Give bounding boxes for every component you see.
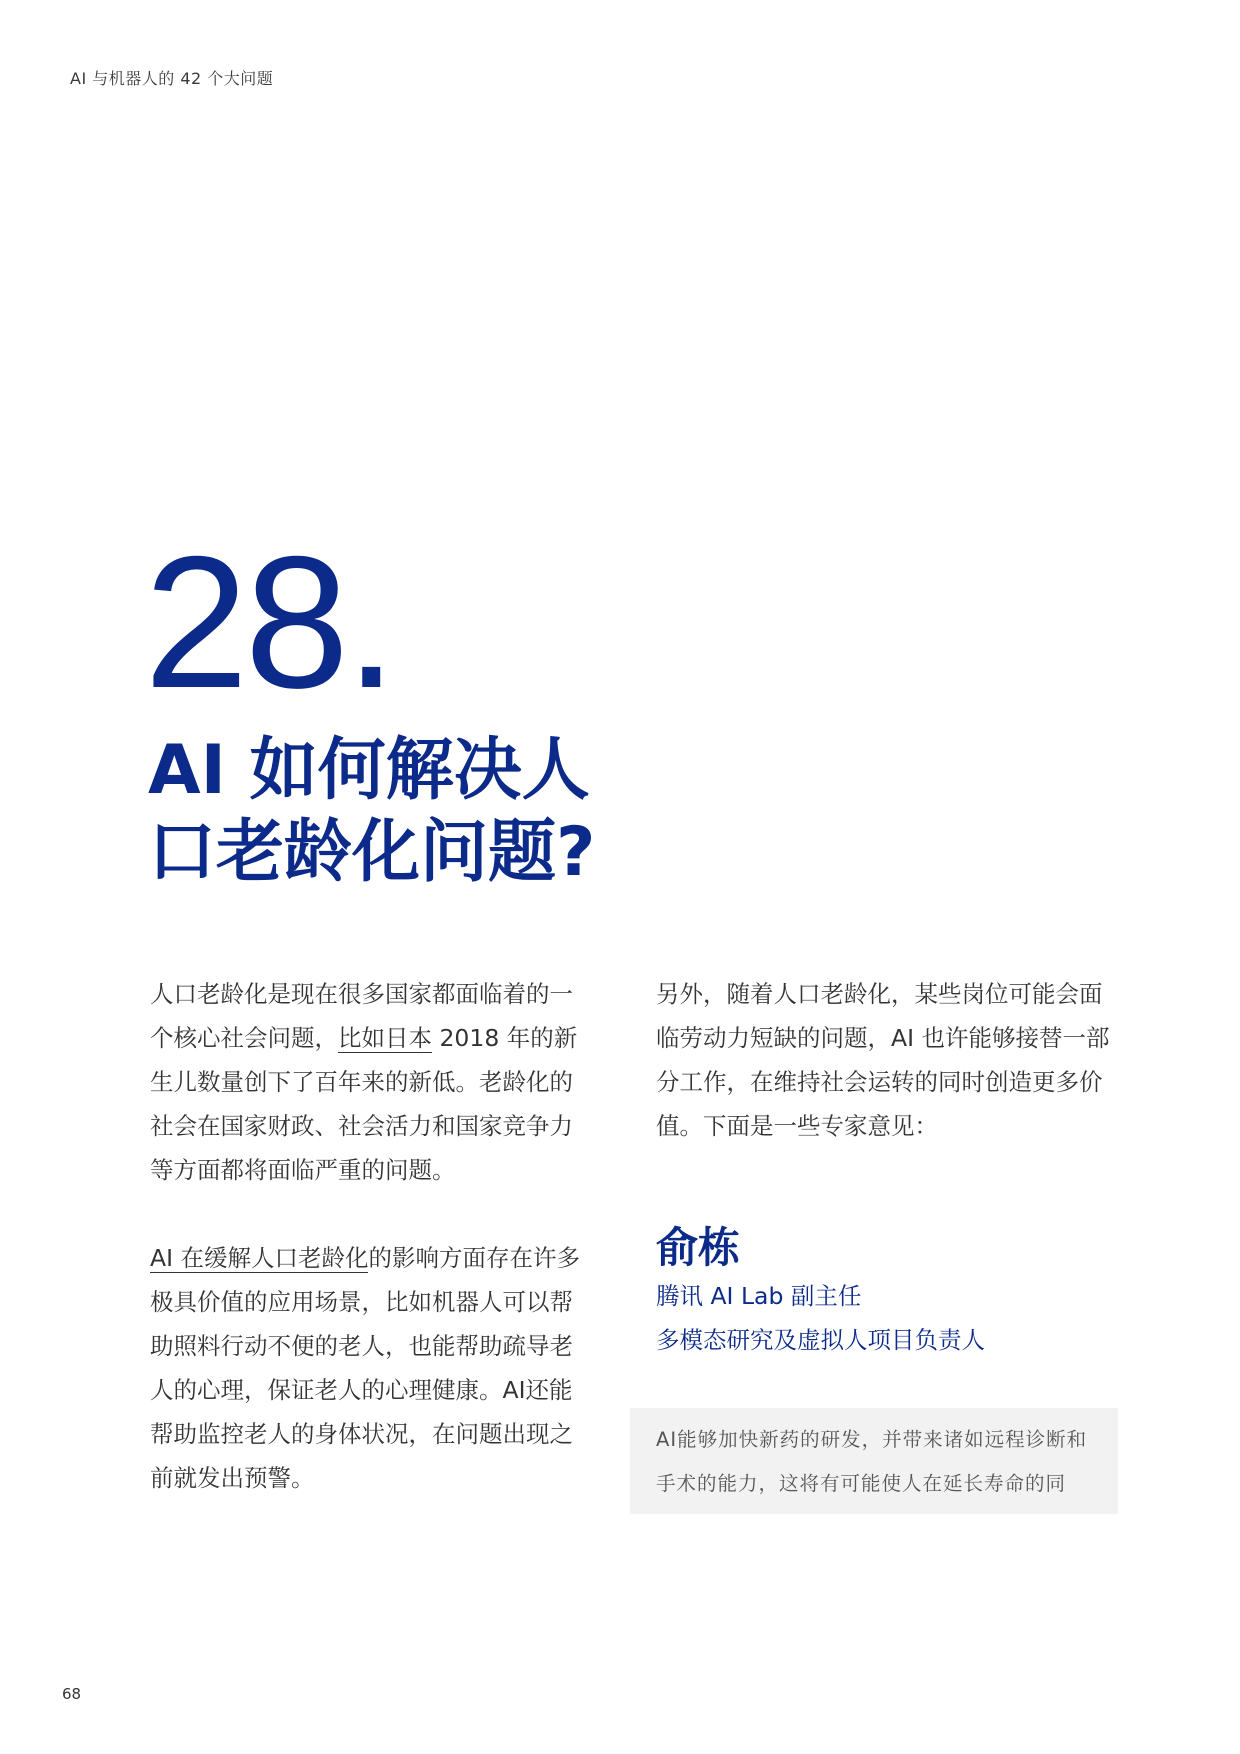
expert-role-line-1: 腾讯 AI Lab 副主任 <box>656 1282 862 1310</box>
left-column <box>150 972 590 1500</box>
expert-name: 俞栋 <box>656 1223 741 1272</box>
quote-box <box>630 1408 1118 1514</box>
running-header: AI 与机器人的 42 个大问题 <box>70 69 274 88</box>
applications-text: 的影响方面存在许多极具价值的应用场景，比如机器人可以帮助照料行动不便的老人，也能帮助疏导老人的心理，保证老人的心理健康。AI还能帮助监控老人的身体状况，在问题出现之前就发出预警。 <box>150 1244 580 1492</box>
underlined-phrase: 比如日本 <box>338 1024 432 1052</box>
intro-paragraph <box>150 972 590 1192</box>
intro-text-end: 2018 年的新生儿数量创下了百年来的新低。老龄化的社会在国家财政、社会活力和国家竞争力等方面都将面临严重的问题。 <box>150 1024 578 1184</box>
labor-paragraph: 另外，随着人口老龄化，某些岗位可能会面临劳动力短缺的问题，AI 也许能够接替一部分工作，在维持社会运转的同时创造更多价值。下面是一些专家意见： <box>656 980 1110 1140</box>
quote-text: AI能够加快新药的研发，并带来诸如远程诊断和手术的能力，这将有可能使人在延长寿命的同 <box>656 1428 1088 1495</box>
question-title <box>148 730 628 894</box>
expert-role-line-2: 多模态研究及虚拟人项目负责人 <box>656 1326 985 1354</box>
underlined-phrase: AI 在缓解人口老龄化 <box>150 1244 369 1272</box>
applications-paragraph <box>150 1236 590 1500</box>
right-column <box>656 972 1116 1148</box>
question-title-line-2: 口老龄化问题? <box>148 813 596 892</box>
question-number: 28. <box>144 517 394 727</box>
page-number: 68 <box>62 1685 82 1703</box>
expert-block <box>656 1222 1116 1362</box>
question-title-line-1: AI 如何解决人 <box>148 731 590 810</box>
intro-text-start: 人口老龄化是现在很多国家都面临着的一个核心社会问题， <box>150 980 573 1052</box>
